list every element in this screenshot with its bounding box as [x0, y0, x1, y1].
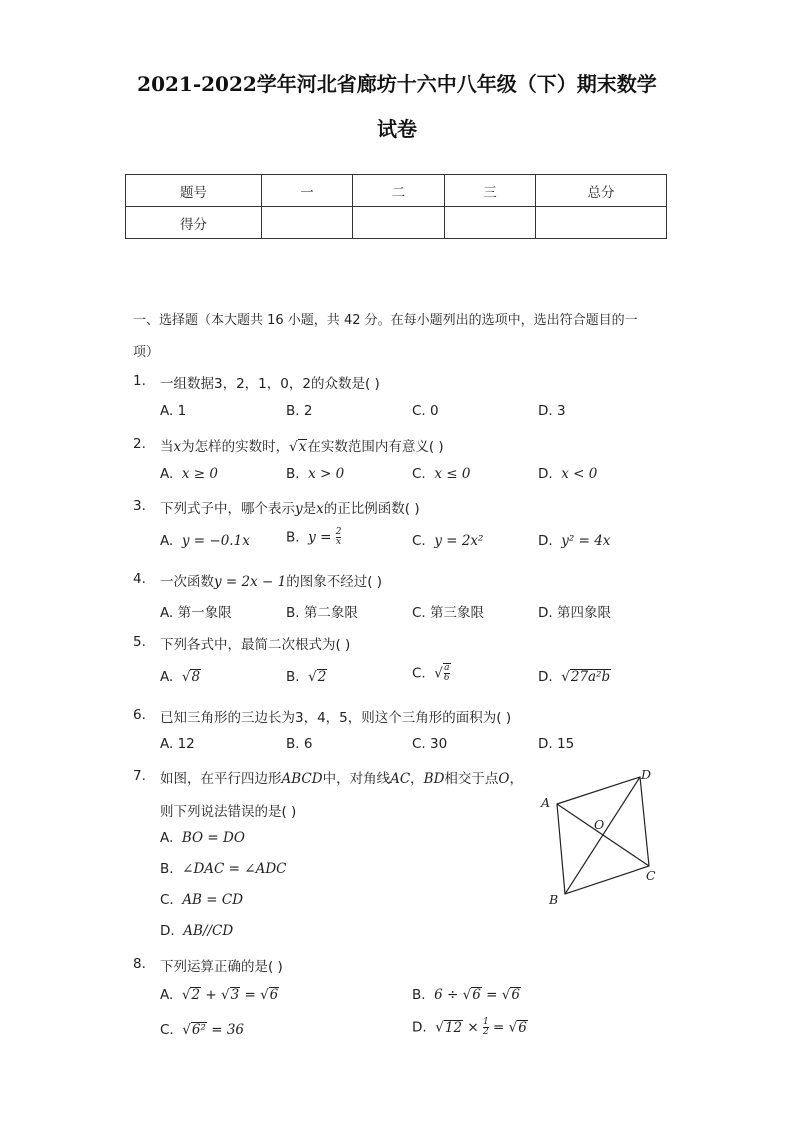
question-text [160, 767, 523, 787]
question-number: 1. [133, 373, 146, 389]
option-c [412, 533, 483, 549]
fraction-denominator: 2 [482, 1027, 489, 1037]
section-heading-line1: 一、选择题（本大题共 16 小题，共 42 分。在每小题列出的选项中，选出符合题目的一 [133, 313, 638, 328]
option-b [286, 528, 341, 547]
parallelogram-lines [557, 777, 649, 894]
sqrt-expression: 6 [269, 987, 279, 1003]
text: ， [509, 771, 523, 787]
math-text: 36 [226, 1022, 245, 1038]
option-c: C. √ $\frac{a}{6}$ [412, 663, 450, 683]
option-letter: B. [160, 861, 174, 877]
text: 在实数范围内有意义( ) [307, 439, 444, 455]
question-text: 已知三角形的三边长为3，4，5，则这个三角形的面积为( ) [160, 710, 512, 726]
option-math: y = −0.1x [181, 533, 250, 549]
vertex-label-d: D [641, 767, 652, 782]
sqrt-expression: 2 [191, 987, 201, 1003]
math-variable: AC [390, 771, 411, 787]
fraction-denominator: 6 [443, 673, 450, 683]
score-table [125, 174, 667, 239]
option-math: y = 2x² [434, 533, 484, 549]
option-b: B. 第二象限 [286, 605, 358, 621]
section-heading-line2: 项） [133, 345, 160, 360]
option-d [160, 923, 233, 939]
option-d: D. √12 × $\frac{1}{2}$ = √6 [412, 1017, 527, 1037]
question-number: 6. [133, 707, 146, 723]
math-expression: y = 2x − 1 [214, 574, 287, 590]
sqrt-expression: 6² [191, 1022, 206, 1038]
question-number: 7. [133, 768, 146, 784]
fraction [483, 1018, 489, 1037]
option-b [286, 466, 344, 482]
diagonal-bd [565, 777, 640, 894]
option-b: B. √2 [286, 669, 327, 685]
option-a: A. √8 [160, 669, 201, 685]
score-cell[interactable] [262, 207, 353, 239]
sqrt-expression: 3 [230, 987, 240, 1003]
math-variable: ABCD [281, 771, 323, 787]
option-letter: B. [286, 669, 300, 685]
question-text-line2: 则下列说法错误的是( ) [160, 804, 297, 820]
option-c [160, 892, 243, 908]
option-d: D. 第四象限 [538, 605, 611, 621]
score-header-cell: 二 [353, 175, 445, 207]
document-title-line1: 2021-2022学年河北省廊坊十六中八年级（下）期末数学 [137, 72, 657, 96]
option-b: B. 2 [286, 403, 313, 419]
text: 为怎样的实数时， [181, 439, 290, 455]
question-text: 下列运算正确的是( ) [160, 959, 283, 975]
option-letter: A. [160, 830, 174, 846]
option-math: AB//CD [183, 923, 234, 939]
option-math: BO = DO [181, 830, 245, 846]
sqrt-expression: 27a²b [570, 669, 611, 685]
sqrt-expression: 12 [444, 1019, 463, 1036]
text: 的正比例函数( ) [323, 501, 420, 517]
option-letter: B. [412, 987, 426, 1003]
option-letter: C. [412, 466, 426, 482]
text: 是 [302, 501, 317, 517]
option-b: B. 6 [286, 736, 313, 752]
score-table-score-row [126, 207, 667, 239]
option-letter: C. [412, 533, 426, 549]
fraction [444, 664, 450, 683]
option-math: x > 0 [308, 466, 345, 482]
score-cell[interactable] [536, 207, 667, 239]
question-number: 3. [133, 498, 146, 514]
option-d [538, 533, 610, 549]
option-letter: D. [538, 533, 553, 549]
text: 当 [160, 439, 174, 455]
question-text: 一组数据3，2，1，0，2的众数是( ) [160, 376, 380, 392]
option-math: x < 0 [561, 466, 598, 482]
fraction-numerator: 2 [335, 527, 342, 537]
sqrt-expression: 6 [511, 987, 520, 1003]
option-b: B. 6 ÷ √6 = √6 [412, 987, 520, 1003]
option-letter: D. [412, 1019, 427, 1036]
option-letter: C. [160, 1022, 174, 1038]
vertex-label-c: C [646, 868, 656, 883]
fraction-numerator: 1 [482, 1017, 489, 1027]
score-cell[interactable] [445, 207, 536, 239]
option-math: ∠DAC = ∠ADC [182, 861, 287, 877]
vertex-label-b: B [549, 892, 559, 907]
sqrt-expression: 2 [317, 669, 327, 685]
fraction-numerator: a [444, 663, 450, 673]
vertex-label-a: A [541, 795, 551, 810]
option-d [538, 466, 597, 482]
math-variable: x [173, 439, 182, 455]
score-cell[interactable] [353, 207, 445, 239]
option-letter: C. [412, 665, 426, 682]
option-math: y² = 4x [561, 533, 611, 549]
math-variable: O [498, 771, 510, 787]
option-letter: D. [160, 923, 175, 939]
score-row-label: 得分 [126, 207, 262, 239]
question-text [160, 497, 420, 517]
option-a: A. 12 [160, 736, 195, 752]
option-letter: B. [286, 529, 300, 546]
math-variable: BD [423, 771, 445, 787]
option-a [160, 533, 250, 549]
center-label-o: O [594, 817, 605, 832]
math-variable: y [295, 501, 303, 517]
text: 相交于点 [444, 771, 499, 787]
option-a: A. √2 + √3 = √6 [160, 987, 279, 1003]
option-math: y = [308, 529, 336, 546]
document-title-line2: 试卷 [377, 117, 417, 141]
option-a: A. 第一象限 [160, 605, 232, 621]
score-table-header-row [126, 175, 667, 207]
text: 的图象不经过( ) [286, 574, 383, 590]
option-a [160, 830, 245, 846]
option-letter: A. [160, 533, 174, 549]
option-c: C. √6² = 36 [160, 1022, 245, 1038]
option-letter: B. [286, 466, 300, 482]
score-header-cell: 题号 [126, 175, 262, 207]
question-text: 下列各式中，最简二次根式为( ) [160, 637, 351, 653]
question-text [160, 570, 382, 590]
option-c: C. 第三象限 [412, 605, 485, 621]
option-c: C. 0 [412, 403, 439, 419]
text: ， [410, 771, 424, 787]
option-c: C. 30 [412, 736, 448, 752]
sqrt-expression: 8 [191, 669, 201, 685]
text: 下列式子中，哪个表示 [160, 501, 295, 517]
question-number: 2. [133, 436, 146, 452]
sqrt-expression: x [298, 439, 307, 455]
question-text: 当x为怎样的实数时，√x在实数范围内有意义( ) [160, 439, 444, 455]
text: 一次函数 [160, 574, 214, 590]
question-number: 8. [133, 956, 146, 972]
option-math: x ≥ 0 [181, 466, 218, 482]
option-b [160, 861, 286, 877]
fraction [336, 528, 342, 547]
option-letter: D. [538, 466, 553, 482]
option-letter: A. [160, 987, 174, 1003]
score-header-cell: 一 [262, 175, 353, 207]
score-header-cell: 总分 [536, 175, 667, 207]
question-number: 4. [133, 571, 146, 587]
text: 如图，在平行四边形 [160, 771, 282, 787]
math-text: 6 ÷ [434, 987, 463, 1003]
option-a: A. 1 [160, 403, 187, 419]
text: 中，对角线 [322, 771, 391, 787]
option-d: D. 3 [538, 403, 566, 419]
option-letter: A. [160, 466, 174, 482]
option-math: AB = CD [182, 892, 244, 908]
option-letter: C. [160, 892, 174, 908]
option-a [160, 466, 218, 482]
option-d: D. 15 [538, 736, 575, 752]
option-letter: A. [160, 669, 174, 685]
fraction-denominator: x [336, 537, 342, 547]
parallelogram-figure [535, 765, 665, 910]
question-number: 5. [133, 634, 146, 650]
math-variable: x [316, 501, 324, 517]
sqrt-expression: 6 [472, 987, 481, 1003]
sqrt-expression [443, 663, 451, 683]
option-d: D. √27a²b [538, 669, 611, 685]
sqrt-expression: 6 [518, 1019, 527, 1036]
score-header-cell: 三 [445, 175, 536, 207]
option-letter: D. [538, 669, 553, 685]
option-math: x ≤ 0 [434, 466, 471, 482]
option-c [412, 466, 470, 482]
